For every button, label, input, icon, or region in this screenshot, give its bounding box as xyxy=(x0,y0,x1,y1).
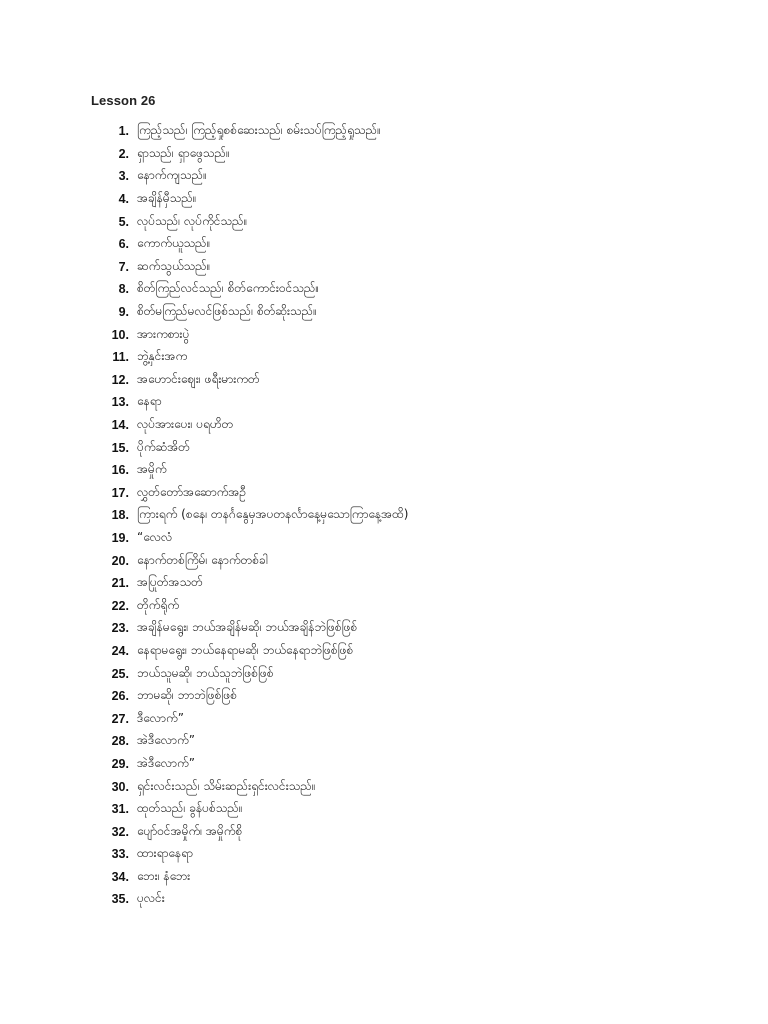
list-item xyxy=(100,436,408,459)
list-item xyxy=(100,866,408,889)
item-text: အချိန်မှီသည်။ xyxy=(137,191,197,206)
item-text: ကြားရက် (စနေ၊ တနင်္ဂနွေမှအပတနင်္လာနေ့မှသောကြာနေ့အထိ) xyxy=(137,507,409,522)
item-text: အဟောင်းဈေး၊ ဖရီးမားကတ် xyxy=(137,371,260,386)
item-number: 27. xyxy=(111,711,129,726)
item-number: 15. xyxy=(111,440,129,455)
list-item xyxy=(100,888,408,911)
item-text: အဲဒီလောက်” xyxy=(137,733,195,748)
item-number: 6. xyxy=(118,237,129,252)
item-number: 3. xyxy=(118,169,129,184)
item-number: 1. xyxy=(118,124,129,139)
item-text: ရှာသည်၊ ရှာဖွေသည်။ xyxy=(137,145,230,160)
item-number: 14. xyxy=(111,418,129,433)
item-text: စိတ်မကြည်မလင်ဖြစ်သည်၊ စိတ်ဆိုးသည်။ xyxy=(137,304,317,319)
item-number: 34. xyxy=(111,869,129,884)
item-text: အချိန်မရွေး၊ ဘယ်အချိန်မဆို၊ ဘယ်အချိန်ဘဲဖြစ်ဖြစ် xyxy=(137,620,358,635)
item-text: လွှတ်တော်အဆောက်အဦ xyxy=(137,484,247,499)
list-item xyxy=(100,617,408,640)
list-item xyxy=(100,165,408,188)
item-text: တိုက်ရိုက် xyxy=(137,597,180,612)
item-number: 11. xyxy=(112,350,129,365)
vocabulary-list xyxy=(100,120,408,911)
item-number: 13. xyxy=(111,395,129,410)
item-text: နောက်တစ်ကြိမ်၊ နောက်တစ်ခါ xyxy=(137,552,268,567)
item-text: ဘာမဆို၊ ဘာဘဲဖြစ်ဖြစ် xyxy=(137,688,237,703)
item-number: 22. xyxy=(111,598,129,613)
item-number: 2. xyxy=(118,146,129,161)
item-text: စိတ်ကြည်လင်သည်၊ စိတ်ကောင်းဝင်သည်။ xyxy=(137,281,320,296)
list-item xyxy=(100,369,408,392)
list-item xyxy=(100,459,408,482)
list-item xyxy=(100,120,408,143)
list-item xyxy=(100,210,408,233)
item-number: 9. xyxy=(118,305,129,320)
item-number: 17. xyxy=(111,485,129,500)
item-text: ဘေး၊ နံဘေး xyxy=(137,868,191,883)
item-number: 33. xyxy=(111,847,129,862)
item-number: 29. xyxy=(111,756,129,771)
list-item xyxy=(100,820,408,843)
list-item xyxy=(100,753,408,776)
item-text: ပျော်ဝင်အမှိုက်၊ အမှိုက်စို xyxy=(137,823,243,838)
item-number: 5. xyxy=(118,214,129,229)
list-item xyxy=(100,391,408,414)
item-text: “လေလံ xyxy=(137,529,173,544)
list-item xyxy=(100,549,408,572)
item-number: 8. xyxy=(118,282,129,297)
list-item xyxy=(100,414,408,437)
item-text: ကြည့်သည်၊ ကြည့်ရှုစစ်ဆေးသည်၊ စမ်းသပ်ကြည့်ရှုသည်။ xyxy=(137,123,381,138)
list-item xyxy=(100,730,408,753)
item-number: 26. xyxy=(111,689,129,704)
list-item xyxy=(100,572,408,595)
list-item xyxy=(100,188,408,211)
list-item xyxy=(100,278,408,301)
list-item xyxy=(100,685,408,708)
item-number: 20. xyxy=(111,553,129,568)
item-text: ပိုက်ဆံအိတ် xyxy=(137,439,190,454)
item-text: ထားရာနေရာ xyxy=(137,846,193,861)
item-number: 4. xyxy=(118,192,129,207)
item-text: ရှင်းလင်းသည်၊ သိမ်းဆည်းရှင်းလင်းသည်။ xyxy=(137,778,316,793)
item-number: 35. xyxy=(111,892,129,907)
item-number: 18. xyxy=(111,508,129,523)
item-text: အမှိုက် xyxy=(137,462,167,477)
item-text: အပြုတ်အသတ် xyxy=(137,575,203,590)
list-item xyxy=(100,775,408,798)
item-text: လုပ်သည်၊ လုပ်ကိုင်သည်။ xyxy=(137,213,248,228)
list-item xyxy=(100,662,408,685)
item-text: ဘယ်သူမဆို၊ ဘယ်သူဘဲဖြစ်ဖြစ် xyxy=(137,665,274,680)
item-text: အားကစားပွဲ xyxy=(137,326,190,341)
list-item xyxy=(100,256,408,279)
item-number: 21. xyxy=(111,576,129,591)
item-number: 28. xyxy=(111,734,129,749)
item-number: 16. xyxy=(111,463,129,478)
item-number: 25. xyxy=(111,666,129,681)
lesson-heading: Lesson 26 xyxy=(91,93,156,108)
list-item xyxy=(100,504,408,527)
list-item xyxy=(100,843,408,866)
item-text: ဒီလောက်” xyxy=(137,710,184,725)
item-number: 32. xyxy=(111,824,129,839)
item-number: 30. xyxy=(111,779,129,794)
list-item xyxy=(100,323,408,346)
item-text: အဲဒီလောက်” xyxy=(137,755,195,770)
item-text: လုပ်အားပေး၊ ပရဟိတ xyxy=(137,417,234,432)
item-number: 19. xyxy=(111,530,129,545)
item-text: နောက်ကျသည်။ xyxy=(137,168,207,183)
item-text: ကောက်ယူသည်။ xyxy=(137,236,211,251)
list-item xyxy=(100,233,408,256)
list-item xyxy=(100,482,408,505)
list-item xyxy=(100,143,408,166)
item-number: 7. xyxy=(118,259,129,274)
list-item xyxy=(100,346,408,369)
item-number: 10. xyxy=(111,327,129,342)
item-number: 31. xyxy=(111,802,129,817)
item-number: 12. xyxy=(111,372,129,387)
list-item xyxy=(100,527,408,550)
list-item xyxy=(100,707,408,730)
item-text: နေရာ xyxy=(137,394,162,409)
item-text: ပုလင်း xyxy=(137,891,165,906)
list-item xyxy=(100,594,408,617)
item-text: ဘွဲ့နှင်းအက xyxy=(137,349,188,364)
item-number: 23. xyxy=(111,621,129,636)
list-item xyxy=(100,301,408,324)
list-item xyxy=(100,640,408,663)
item-text: ဆက်သွယ်သည်။ xyxy=(137,258,211,273)
item-number: 24. xyxy=(111,643,129,658)
list-item xyxy=(100,798,408,821)
item-text: ထုတ်သည်၊ ခွန်ပစ်သည်။ xyxy=(137,801,243,816)
item-text: နေရာမရွေး၊ ဘယ်နေရာမဆို၊ ဘယ်နေရာဘဲဖြစ်ဖြစ် xyxy=(137,642,354,657)
